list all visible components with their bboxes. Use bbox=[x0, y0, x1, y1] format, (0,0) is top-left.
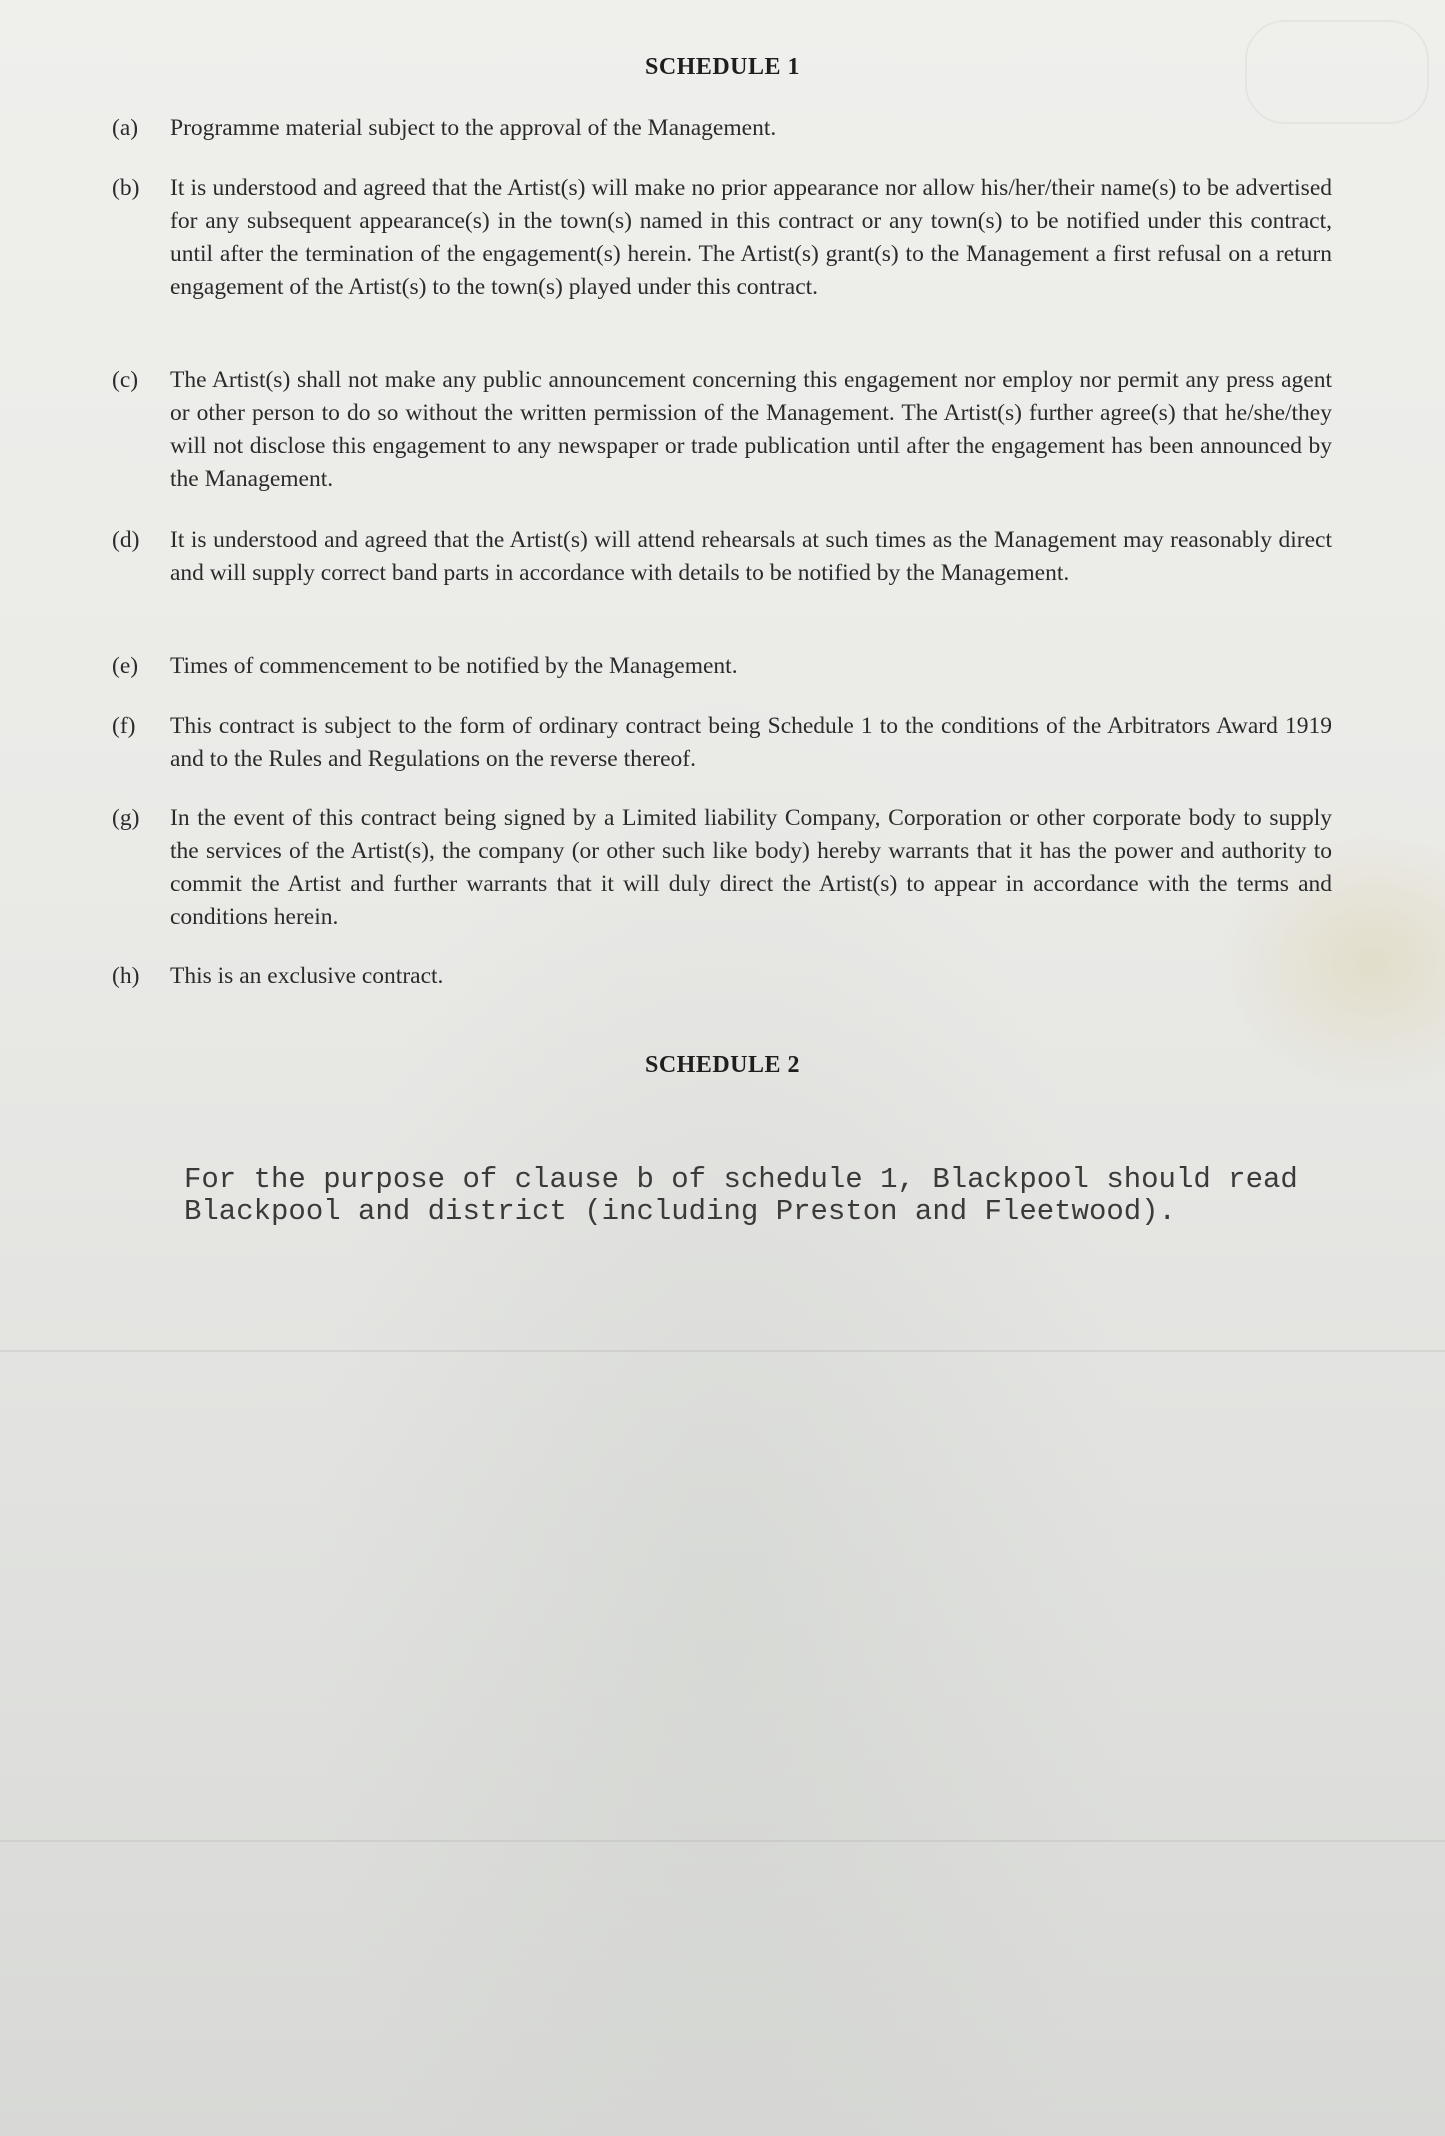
paper-fold-line bbox=[0, 1840, 1445, 1842]
typed-line: For the purpose of clause b of schedule 1, Blackpool should read bbox=[184, 1163, 1298, 1196]
schedule-2-heading: SCHEDULE 2 bbox=[644, 1052, 801, 1078]
clause-letter: (a) bbox=[112, 115, 139, 141]
clause-b bbox=[112, 172, 1332, 304]
clause-text: This contract is subject to the form of ordinary contract being Schedule 1 to the conditions of the Arbitrators Award 1919 and to the Rules and Regulations on the reverse thereof. bbox=[170, 713, 1332, 772]
clause-text: In the event of this contract being signed by a Limited liability Company, Corporation or other corporate body to supply the services of the Artist(s), the company (or other such like body) hereby warrants that it has the power and authority to commit the Artist and further warrants that it will duly direct the Artist(s) to appear in accordance with the terms and conditions herein. bbox=[170, 805, 1332, 930]
clause-text: It is understood and agreed that the Artist(s) will make no prior appearance nor allow his/her/their name(s) to be advertised for any subsequent appearance(s) in the town(s) named in this contract or any town(s) to be notified under this contract, until after the termination of the engagement(s) herein. The Artist(s) grant(s) to the Management a first refusal on a return engagement of the Artist(s) to the town(s) played under this contract. bbox=[170, 175, 1332, 300]
clause-a bbox=[112, 112, 1332, 145]
clause-c bbox=[112, 364, 1332, 496]
clause-letter: (g) bbox=[112, 805, 140, 831]
clause-letter: (e) bbox=[112, 653, 139, 679]
clause-d bbox=[112, 524, 1332, 590]
clause-letter: (f) bbox=[112, 713, 136, 739]
schedule-1-heading: SCHEDULE 1 bbox=[644, 54, 801, 80]
clause-letter: (d) bbox=[112, 527, 140, 553]
clause-f bbox=[112, 710, 1332, 776]
clause-letter: (h) bbox=[112, 963, 140, 989]
clause-text: The Artist(s) shall not make any public announcement concerning this engagement nor employ nor permit any press agent or other person to do so without the written permission of the Management. The Artist(s) further agree(s) that he/she/they will not disclose this engagement to any newspaper or trade publication until after the engagement has been announced by the Management. bbox=[170, 367, 1332, 492]
clause-text: It is understood and agreed that the Artist(s) will attend rehearsals at such times as the Management may reasonably direct and will supply correct band parts in accordance with details to be notified by the Management. bbox=[170, 527, 1332, 586]
clause-text: Times of commencement to be notified by the Management. bbox=[170, 653, 738, 679]
clause-g bbox=[112, 802, 1332, 934]
clause-letter: (b) bbox=[112, 175, 140, 201]
clause-e bbox=[112, 650, 1332, 683]
clause-text: This is an exclusive contract. bbox=[170, 963, 444, 989]
clause-h bbox=[112, 960, 1332, 993]
clause-letter: (c) bbox=[112, 367, 139, 393]
clause-text: Programme material subject to the approval of the Management. bbox=[170, 115, 777, 141]
typed-line: Blackpool and district (including Preston and Fleetwood). bbox=[184, 1195, 1176, 1228]
show-through-text bbox=[60, 1330, 1380, 1520]
